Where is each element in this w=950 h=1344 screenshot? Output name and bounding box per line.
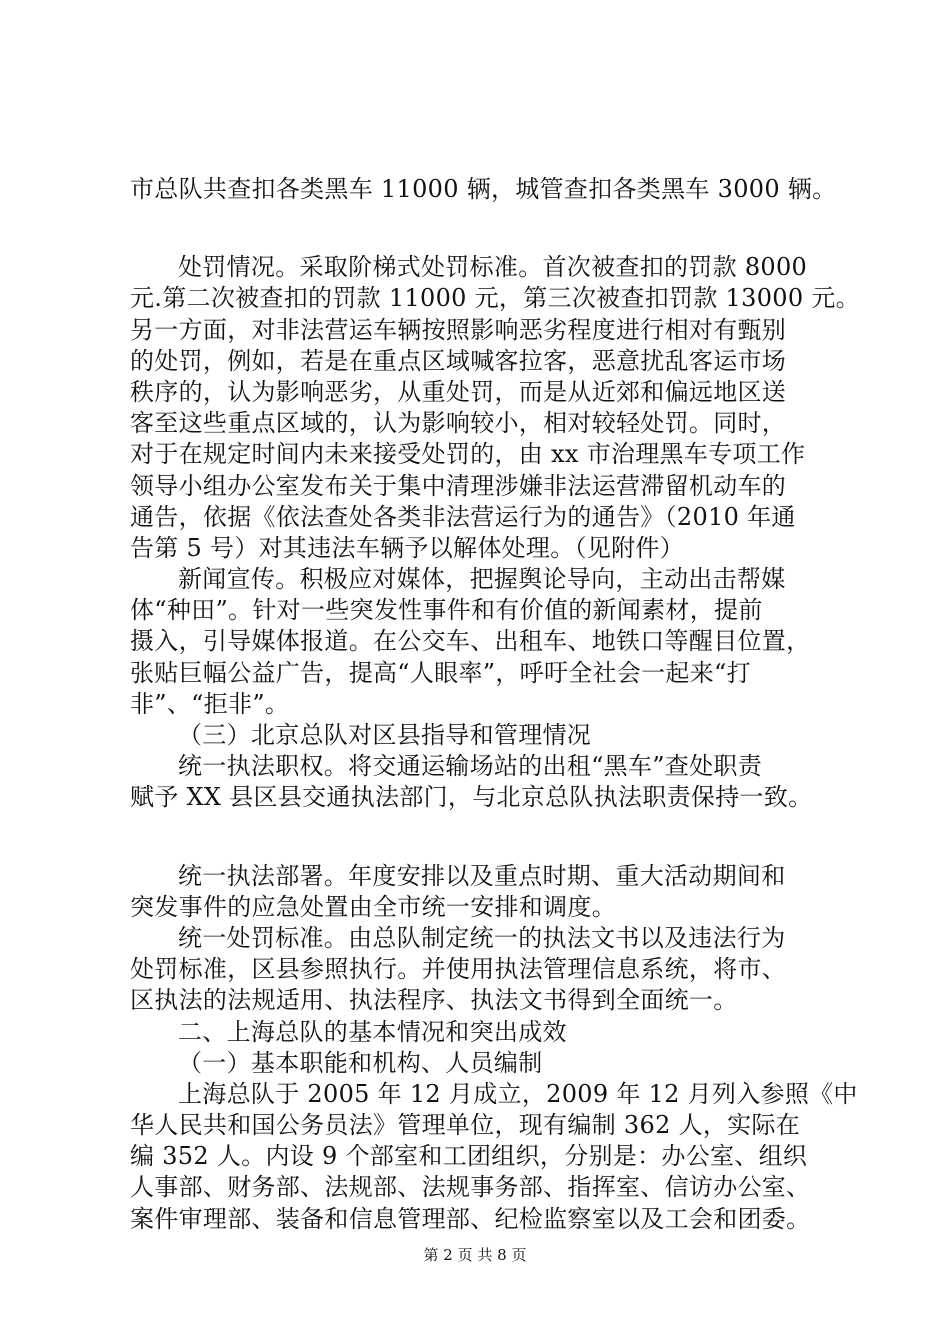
text-line: 的处罚，例如，若是在重点区域喊客拉客，恶意扰乱客运市场 [130, 346, 787, 375]
text-line: 摄入，引导媒体报道。在公交车、出租车、地铁口等醒目位置， [130, 627, 811, 656]
text-line: 赋予 XX 县区县交通执法部门，与北京总队执法职责保持一致。 [130, 783, 813, 812]
text-line: 领导小组办公室发布关于集中清理涉嫌非法运营滞留机动车的 [130, 471, 787, 500]
paragraph-gap [130, 205, 830, 252]
paragraph-gap [130, 814, 830, 861]
text-line: 突发事件的应急处置由全市统一安排和调度。 [130, 892, 616, 921]
paragraph-authority [130, 751, 830, 813]
text-line: 另一方面，对非法营运车辆按照影响恶劣程度进行相对有甄别 [130, 315, 787, 344]
paragraph-seized-vehicles [130, 174, 837, 205]
text-line: 案件审理部、装备和信息管理部、纪检监察室以及工会和团委。 [130, 1204, 811, 1233]
text-line: 上海总队于 2005 年 12 月成立，2009 年 12 月列入参照《中 [178, 1079, 858, 1108]
text-line: 市总队共查扣各类黑车 11000 辆，城管查扣各类黑车 3000 辆。 [130, 175, 837, 203]
text-line: 处罚标准，区县参照执行。并使用执法管理信息系统，将市、 [130, 955, 787, 984]
text-line: 告第 5 号）对其违法车辆予以解体处理。（见附件） [130, 533, 685, 562]
text-line: 编 352 人。内设 9 个部室和工团组织，分别是：办公室、组织 [130, 1142, 808, 1171]
text-line: 处罚情况。采取阶梯式处罚标准。首次被查扣的罚款 8000 [178, 253, 808, 282]
text-line: 对于在规定时间内未来接受处罚的，由 xx 市治理黑车专项工作 [130, 440, 806, 469]
text-line: 客至这些重点区域的，认为影响较小，相对较轻处罚。同时， [130, 409, 787, 438]
text-line: 通告，依据《依法查处各类非法营运行为的通告》（2010 年通 [130, 502, 796, 531]
text-line: 统一处罚标准。由总队制定统一的执法文书以及违法行为 [178, 923, 786, 952]
text-line: 华人民共和国公务员法》管理单位，现有编制 362 人，实际在 [130, 1111, 801, 1140]
text-line: 秩序的，认为影响恶劣，从重处罚，而是从近郊和偏远地区送 [130, 377, 787, 406]
text-line: 非”、“拒非”。 [130, 689, 290, 718]
paragraph-shanghai [130, 1079, 858, 1235]
text-line: 元.第二次被查扣的罚款 11000 元，第三次被查扣罚款 13000 元。 [130, 284, 860, 313]
paragraph-standard [130, 923, 830, 1017]
text-line: 区执法的法规适用、执法程序、执法文书得到全面统一。 [130, 986, 738, 1015]
text-line: 统一执法部署。年度安排以及重点时期、重大活动期间和 [178, 861, 786, 890]
paragraph-penalty [130, 252, 860, 564]
document-body [130, 174, 860, 1235]
paragraph-deployment [130, 861, 830, 923]
paragraph-publicity [130, 564, 830, 720]
text-line: 新闻宣传。积极应对媒体，把握舆论导向，主动出击帮媒 [178, 565, 786, 594]
section-heading-functions: （一）基本职能和机构、人员编制 [178, 1048, 543, 1077]
section-heading-guidance: （三）北京总队对区县指导和管理情况 [178, 721, 592, 749]
page-footer: 第 2 页 共 8 页 [423, 1246, 527, 1264]
text-line: 人事部、财务部、法规部、法规事务部、指挥室、信访办公室、 [130, 1173, 811, 1202]
section-heading-shanghai: 二、上海总队的基本情况和突出成效 [178, 1017, 567, 1046]
text-line: 张贴巨幅公益广告，提高“人眼率”，呼吁全社会一起来“打 [130, 658, 751, 687]
text-line: 体“种田”。针对一些突发性事件和有价值的新闻素材，提前 [130, 596, 763, 625]
text-line: 统一执法职权。将交通运输场站的出租“黑车”查处职责 [178, 752, 763, 781]
